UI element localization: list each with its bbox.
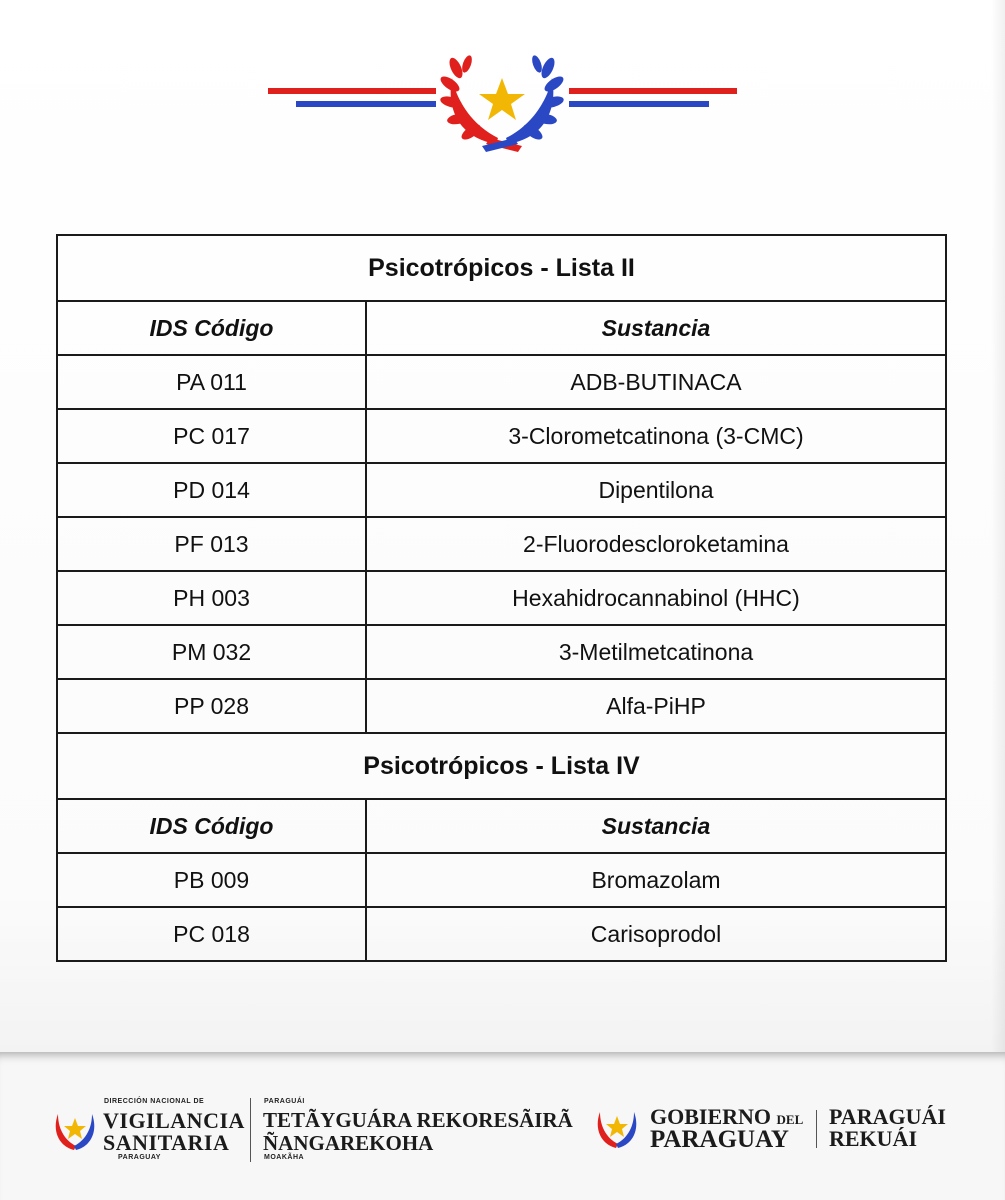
rekuai-line1: PARAGUÁI bbox=[829, 1104, 946, 1129]
substance-cell: 3-Clorometcatinona (3-CMC) bbox=[366, 409, 946, 463]
substances-table bbox=[56, 234, 947, 962]
table-row bbox=[57, 853, 946, 907]
column-header-code: IDS Código bbox=[57, 301, 366, 355]
paraguay-emblem-icon bbox=[260, 40, 745, 160]
list-title-row bbox=[57, 235, 946, 301]
dinavisa-top: DIRECCIÓN NACIONAL DE bbox=[104, 1098, 205, 1105]
substance-cell: Dipentilona bbox=[366, 463, 946, 517]
code-cell: PM 032 bbox=[57, 625, 366, 679]
footer-divider bbox=[250, 1098, 251, 1162]
table-row bbox=[57, 571, 946, 625]
table-row bbox=[57, 355, 946, 409]
footer-logos bbox=[0, 1052, 1005, 1200]
dinavisa-line1: VIGILANCIA bbox=[103, 1108, 245, 1133]
substance-cell: Alfa-PiHP bbox=[366, 679, 946, 733]
column-header-row bbox=[57, 301, 946, 355]
gobierno-del: DEL bbox=[776, 1112, 804, 1127]
table-row bbox=[57, 907, 946, 961]
code-cell: PD 014 bbox=[57, 463, 366, 517]
table-row bbox=[57, 679, 946, 733]
table-row bbox=[57, 625, 946, 679]
substance-cell: Carisoprodol bbox=[366, 907, 946, 961]
guarani-top: PARAGUÁI bbox=[264, 1098, 305, 1105]
list-title: Psicotrópicos - Lista IV bbox=[57, 733, 946, 799]
rekuai-line2: REKUÁI bbox=[829, 1126, 918, 1151]
substance-cell: 3-Metilmetcatinona bbox=[366, 625, 946, 679]
column-header-substance: Sustancia bbox=[366, 301, 946, 355]
code-cell: PH 003 bbox=[57, 571, 366, 625]
dinavisa-bottom: PARAGUAY bbox=[118, 1154, 161, 1161]
guarani-line2: ÑANGAREKOHA bbox=[263, 1131, 434, 1155]
gobierno-word: GOBIERNO bbox=[650, 1104, 772, 1129]
list-title: Psicotrópicos - Lista II bbox=[57, 235, 946, 301]
substance-cell: Hexahidrocannabinol (HHC) bbox=[366, 571, 946, 625]
dinavisa-emblem-icon bbox=[50, 1104, 100, 1154]
column-header-substance: Sustancia bbox=[366, 799, 946, 853]
code-cell: PB 009 bbox=[57, 853, 366, 907]
table-row bbox=[57, 409, 946, 463]
table-row bbox=[57, 517, 946, 571]
column-header-code: IDS Código bbox=[57, 799, 366, 853]
code-cell: PC 018 bbox=[57, 907, 366, 961]
gobierno-emblem-icon bbox=[592, 1102, 642, 1152]
guarani-bottom: MOAKÃHA bbox=[264, 1154, 305, 1161]
substance-cell: ADB-BUTINACA bbox=[366, 355, 946, 409]
code-cell: PP 028 bbox=[57, 679, 366, 733]
code-cell: PC 017 bbox=[57, 409, 366, 463]
substance-cell: 2-Fluorodescloroketamina bbox=[366, 517, 946, 571]
gobierno-line2: PARAGUAY bbox=[650, 1126, 789, 1153]
guarani-line1: TETÃYGUÁRA REKORESÃIRÃ bbox=[263, 1108, 573, 1132]
dinavisa-line2: SANITARIA bbox=[103, 1130, 230, 1155]
page-edge-shade bbox=[991, 0, 1005, 1052]
code-cell: PA 011 bbox=[57, 355, 366, 409]
list-title-row bbox=[57, 733, 946, 799]
footer-divider-2 bbox=[816, 1110, 817, 1148]
code-cell: PF 013 bbox=[57, 517, 366, 571]
table-row bbox=[57, 463, 946, 517]
substance-cell: Bromazolam bbox=[366, 853, 946, 907]
column-header-row bbox=[57, 799, 946, 853]
